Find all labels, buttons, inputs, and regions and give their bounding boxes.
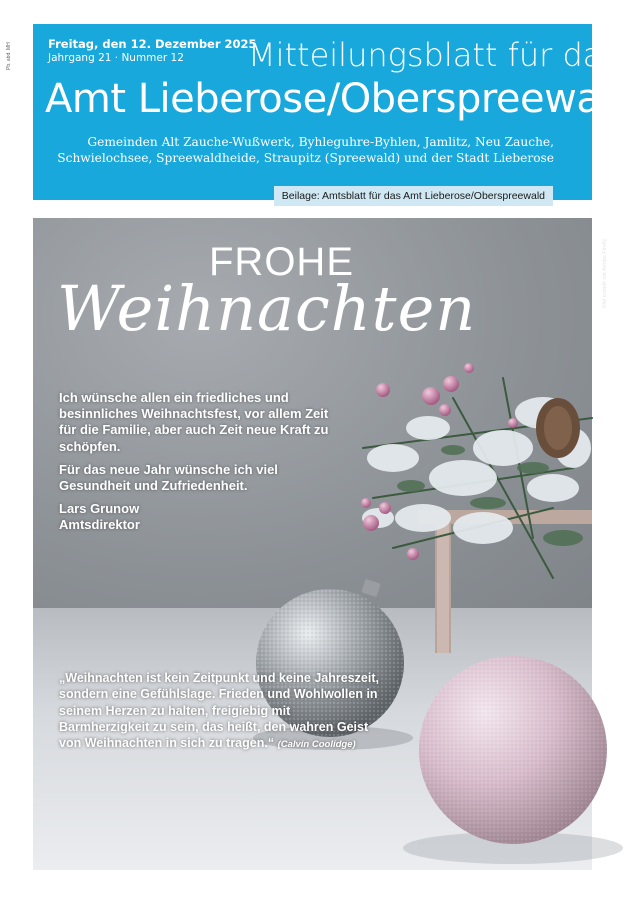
greeting-frohe: FROHE xyxy=(209,240,354,284)
greeting-weihnachten: Weihnachten xyxy=(57,272,477,345)
pine-cone xyxy=(536,398,580,458)
communes-list: Gemeinden Alt Zauche-Wußwerk, Byhleguhre-Byhlen, Jamlitz, Neu Zauche, Schwielochsee, Spreewaldheide, Straupitz (Spreewald) und der Stadt Lieberose xyxy=(57,135,554,165)
issue-number: Jahrgang 21 · Nummer 12 xyxy=(48,52,184,64)
side-note: Pb. abd. MH xyxy=(6,42,12,70)
image-credit: Bild erstellt mit Adobe Firefly xyxy=(602,238,608,308)
signature-name: Lars Grunow xyxy=(59,501,140,517)
quote-text: „Weihnachten ist kein Zeitpunkt und keine Jahreszeit, sondern eine Gefühlslage. Frieden und Wohlwollen in seinem Herzen zu halten, freigiebig mit Barmherzigkeit zu sein, das heißt, den wahren Geist von Weihnachten in sich zu tragen.“ xyxy=(59,671,379,751)
cover-photo xyxy=(33,218,608,870)
pink-bauble xyxy=(403,656,623,864)
issue-date: Freitag, den 12. Dezember 2025 xyxy=(48,37,257,51)
supplement-badge: Beilage: Amtsblatt für das Amt Lieberose/Oberspreewald xyxy=(274,186,553,206)
message-paragraph-1: Ich wünsche allen ein friedliches und besinnliches Weihnachtsfest, vor allem Zeit für die Familie, aber auch Zeit neue Kraft zu schöpfen. xyxy=(59,390,329,454)
quote-author: (Calvin Coolidge) xyxy=(277,739,356,751)
publication-title-line2: Amt Lieberose/Oberspreewald xyxy=(45,76,636,122)
message-paragraph-2: Für das neue Jahr wünsche ich viel Gesundheit und Zufriedenheit. xyxy=(59,461,278,494)
christmas-quote xyxy=(59,670,379,753)
masthead xyxy=(33,24,636,202)
christmas-message xyxy=(59,390,329,534)
publication-title-line1: Mitteilungsblatt für das xyxy=(248,36,620,74)
signature-title: Amtsdirektor xyxy=(59,517,140,533)
